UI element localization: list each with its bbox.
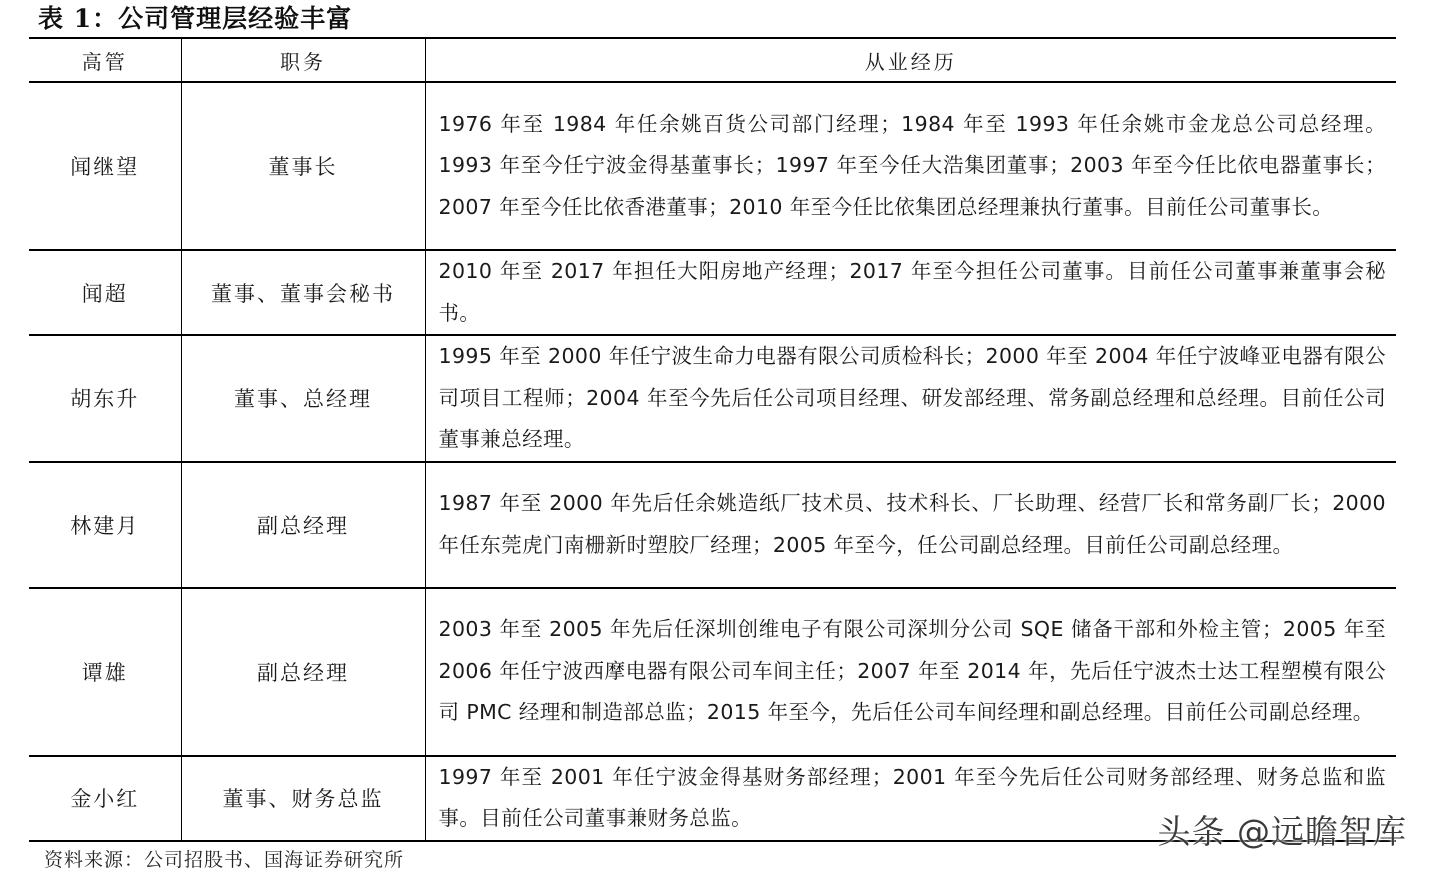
header-executive: 高管: [29, 38, 181, 82]
executive-position: 董事、总经理: [181, 335, 425, 462]
table-row: [29, 82, 1396, 250]
source-note: 资料来源：公司招股书、国海证券研究所: [44, 849, 405, 871]
executive-experience: 1995 年至 2000 年任宁波生命力电器有限公司质检科长；2000 年至 2004 年任宁波峰亚电器有限公司项目工程师；2004 年至今先后任公司项目经理、研发部经理、常务副总经理和总经理。目前任公司董事兼总经理。: [425, 335, 1396, 462]
executive-name: 闻超: [29, 250, 181, 335]
table-row: [29, 335, 1396, 462]
executive-name: 谭雄: [29, 588, 181, 756]
table-header-row: [29, 38, 1396, 82]
table-title: 表 1：公司管理层经验丰富: [38, 4, 353, 33]
executive-name: 胡东升: [29, 335, 181, 462]
executive-position: 董事长: [181, 82, 425, 250]
header-experience: 从业经历: [425, 38, 1396, 82]
management-table: [29, 37, 1396, 842]
executive-position: 董事、财务总监: [181, 756, 425, 841]
executive-name: 闻继望: [29, 82, 181, 250]
executive-position: 副总经理: [181, 462, 425, 588]
executive-experience: 1987 年至 2000 年先后任余姚造纸厂技术员、技术科长、厂长助理、经营厂长和常务副厂长；2000 年任东莞虎门南栅新时塑胶厂经理；2005 年至今，任公司副总经理。目前任公司副总经理。: [425, 462, 1396, 588]
executive-name: 林建月: [29, 462, 181, 588]
executive-experience: 2003 年至 2005 年先后任深圳创维电子有限公司深圳分公司 SQE 储备干部和外检主管；2005 年至 2006 年任宁波西摩电器有限公司车间主任；2007 年至 2014 年，先后任宁波杰士达工程塑模有限公司 PMC 经理和制造部总监；2015 年至今，先后任公司车间经理和副总经理。目前任公司副总经理。: [425, 588, 1396, 756]
table-row: [29, 462, 1396, 588]
executive-position: 董事、董事会秘书: [181, 250, 425, 335]
management-table-container: [29, 37, 1396, 842]
header-position: 职务: [181, 38, 425, 82]
table-row: [29, 588, 1396, 756]
executive-experience: 1997 年至 2001 年任宁波金得基财务部经理；2001 年至今先后任公司财务部经理、财务总监和监事。目前任公司董事兼财务总监。: [425, 756, 1396, 841]
executive-experience: 1976 年至 1984 年任余姚百货公司部门经理；1984 年至 1993 年任余姚市金龙总公司总经理。1993 年至今任宁波金得基董事长；1997 年至今任大浩集团董事；2003 年至今任比依电器董事长；2007 年至今任比依香港董事；2010 年至今任比依集团总经理兼执行董事。目前任公司董事长。: [425, 82, 1396, 250]
executive-experience: 2010 年至 2017 年担任大阳房地产经理；2017 年至今担任公司董事。目前任公司董事兼董事会秘书。: [425, 250, 1396, 335]
executive-name: 金小红: [29, 756, 181, 841]
table-row: [29, 250, 1396, 335]
watermark-text: 头条 @远瞻智库: [1157, 812, 1407, 851]
executive-position: 副总经理: [181, 588, 425, 756]
